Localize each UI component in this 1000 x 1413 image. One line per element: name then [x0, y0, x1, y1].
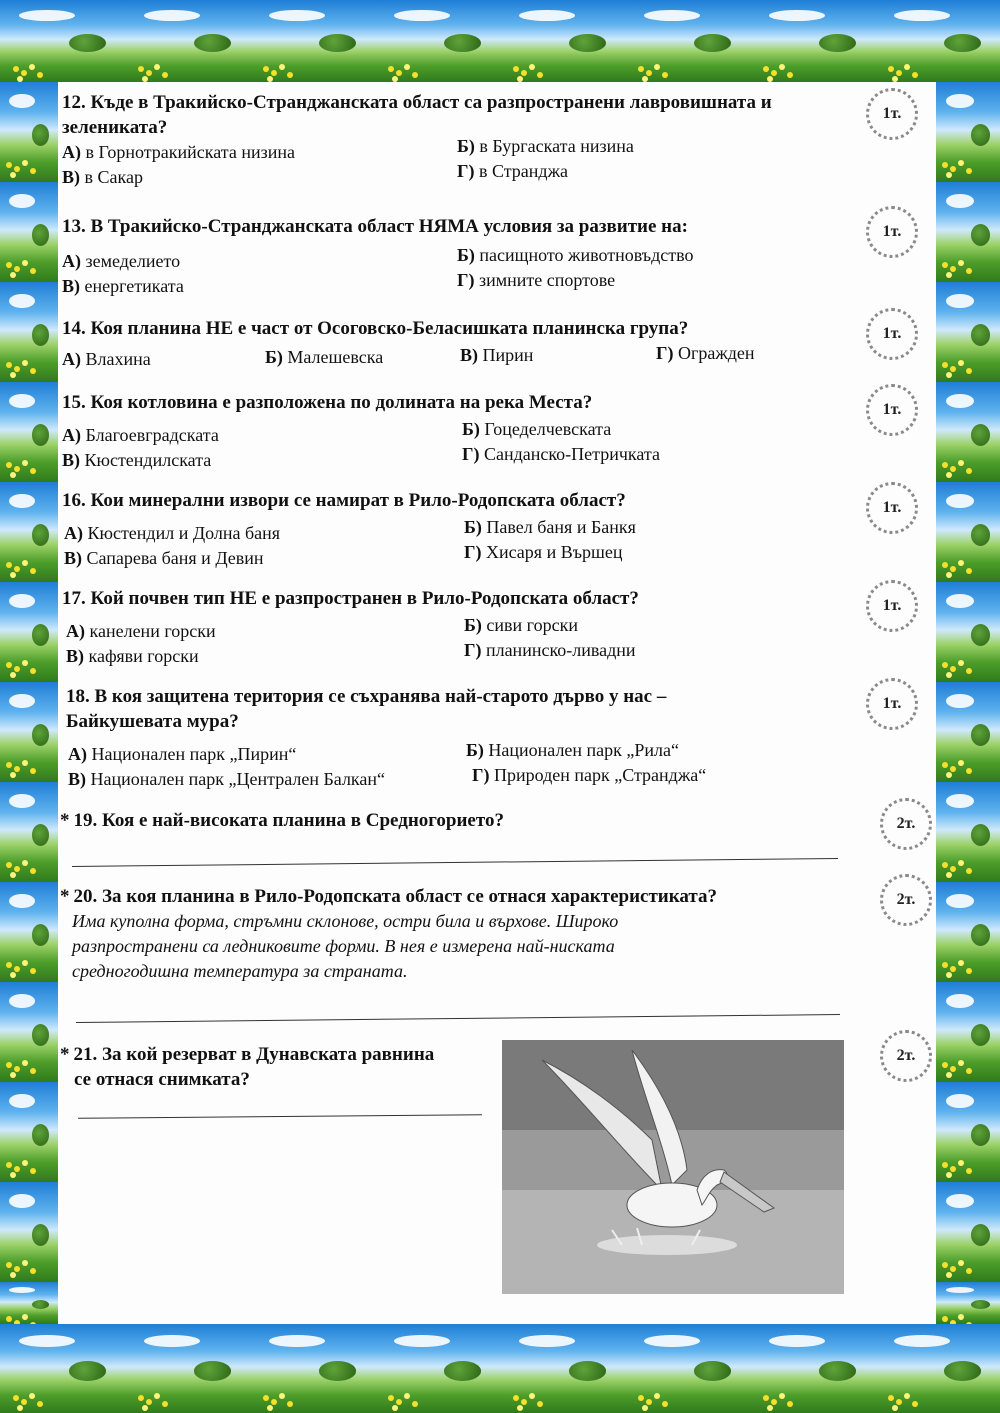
- points-badge: 1т.: [866, 206, 918, 258]
- option-a[interactable]: А) Благоевградската: [62, 425, 219, 445]
- landscape-tile: [125, 0, 250, 82]
- bullet-icon: *: [60, 810, 70, 831]
- landscape-tile: [0, 682, 58, 782]
- landscape-tile: [750, 1324, 875, 1413]
- points-badge: 1т.: [866, 482, 918, 534]
- landscape-tile: [0, 382, 58, 482]
- landscape-tile: [936, 182, 1000, 282]
- question-title: 20. За коя планина в Рило-Родопската област се отнася характеристиката?: [73, 886, 717, 907]
- landscape-tile: [936, 82, 1000, 182]
- option-d[interactable]: Г) Природен парк „Странджа“: [472, 765, 707, 785]
- landscape-tile: [125, 1324, 250, 1413]
- question-21: [60, 1042, 480, 1092]
- option-d[interactable]: Г) Санданско-Петричката: [462, 444, 661, 464]
- option-b[interactable]: Б) Национален парк „Рила“: [466, 740, 680, 760]
- option-c[interactable]: В) Кюстендилската: [62, 450, 212, 470]
- question-17: [62, 586, 870, 666]
- question-title: 14. Коя планина НЕ е част от Осоговско-Беласишката планинска група?: [62, 318, 689, 339]
- points-badge: 2т.: [880, 874, 932, 926]
- option-a[interactable]: А) Национален парк „Пирин“: [68, 744, 297, 764]
- question-15: [62, 390, 870, 470]
- option-c[interactable]: В) енергетиката: [62, 276, 184, 296]
- landscape-tile: [0, 1324, 125, 1413]
- landscape-tile: [0, 0, 125, 82]
- landscape-tile: [0, 582, 58, 682]
- points-badge: 1т.: [866, 308, 918, 360]
- question-20: [60, 884, 850, 984]
- landscape-tile: [0, 982, 58, 1082]
- option-d[interactable]: Г) Огражден: [656, 343, 755, 363]
- option-c[interactable]: В) Сапарева баня и Девин: [64, 548, 264, 568]
- landscape-tile: [936, 482, 1000, 582]
- landscape-tile: [0, 1082, 58, 1182]
- option-c[interactable]: В) в Сакар: [62, 167, 143, 187]
- landscape-tile: [0, 782, 58, 882]
- question-title: 15. Коя котловина е разположена по долината на река Места?: [62, 392, 593, 413]
- option-b[interactable]: Б) в Бургаската низина: [457, 136, 634, 156]
- landscape-tile: [500, 0, 625, 82]
- question-14: [62, 316, 870, 371]
- question-13: [62, 214, 870, 296]
- question-title: 13. В Тракийско-Странджанската област НЯМА условия за развитие на:: [62, 216, 688, 237]
- question-title: 18. В коя защитена територия се съхранява най-старото дърво у нас – Байкушевата мура?: [66, 686, 667, 732]
- question-title: 16. Кои минерални извори се намират в Рило-Родопската област?: [62, 490, 626, 511]
- landscape-tile: [0, 82, 58, 182]
- question-title: 19. Коя е най-високата планина в Средногорието?: [73, 810, 504, 831]
- landscape-tile: [250, 1324, 375, 1413]
- landscape-tile: [936, 1082, 1000, 1182]
- bullet-icon: *: [60, 1044, 70, 1065]
- points-badge: 1т.: [866, 678, 918, 730]
- question-19: [60, 808, 870, 833]
- landscape-tile: [0, 1182, 58, 1282]
- question-12: [62, 90, 870, 192]
- landscape-tile: [0, 282, 58, 382]
- landscape-tile: [0, 182, 58, 282]
- landscape-tile: [936, 682, 1000, 782]
- question-16: [62, 488, 870, 568]
- landscape-tile: [875, 1324, 1000, 1413]
- landscape-tile: [375, 1324, 500, 1413]
- landscape-tile: [0, 482, 58, 582]
- option-b[interactable]: Б) Павел баня и Банкя: [464, 517, 636, 537]
- points-badge: 2т.: [880, 798, 932, 850]
- option-d[interactable]: Г) Хисаря и Вършец: [464, 542, 623, 562]
- landscape-tile: [936, 582, 1000, 682]
- landscape-tile: [375, 0, 500, 82]
- option-d[interactable]: Г) в Странджа: [457, 161, 569, 181]
- bullet-icon: *: [60, 886, 70, 907]
- landscape-tile: [625, 1324, 750, 1413]
- question-description: Има куполна форма, стръмни склонове, остри била и върхове. Широко разпространени са ледниковите форми. В нея е измерена най-ниската средногодишна температура за страната.: [72, 911, 619, 981]
- landscape-tile: [0, 882, 58, 982]
- landscape-tile: [936, 382, 1000, 482]
- question-18: [66, 684, 870, 789]
- landscape-tile: [936, 782, 1000, 882]
- points-badge: 1т.: [866, 88, 918, 140]
- points-badge: 1т.: [866, 580, 918, 632]
- option-a[interactable]: А) канелени горски: [66, 621, 216, 641]
- option-c[interactable]: В) Национален парк „Централен Балкан“: [68, 769, 386, 789]
- points-badge: 2т.: [880, 1030, 932, 1082]
- landscape-tile: [500, 1324, 625, 1413]
- option-b[interactable]: Б) Малешевска: [265, 347, 384, 367]
- landscape-tile: [936, 282, 1000, 382]
- pelican-icon: [502, 1040, 844, 1294]
- option-b[interactable]: Б) Гоцеделчевската: [462, 419, 612, 439]
- question-title: 17. Кой почвен тип НЕ е разпространен в Рило-Родопската област?: [62, 588, 639, 609]
- option-a[interactable]: А) Кюстендил и Долна баня: [64, 523, 281, 543]
- option-c[interactable]: В) Пирин: [460, 345, 534, 365]
- option-c[interactable]: В) кафяви горски: [66, 646, 199, 666]
- landscape-tile: [936, 882, 1000, 982]
- option-b[interactable]: Б) пасищното животновъдство: [457, 245, 694, 265]
- landscape-tile: [0, 1282, 58, 1324]
- landscape-tile: [625, 0, 750, 82]
- landscape-tile: [936, 1282, 1000, 1324]
- landscape-tile: [250, 0, 375, 82]
- landscape-tile: [936, 1182, 1000, 1282]
- option-d[interactable]: Г) зимните спортове: [457, 270, 616, 290]
- points-badge: 1т.: [866, 384, 918, 436]
- landscape-tile: [936, 982, 1000, 1082]
- pelican-photo: [502, 1040, 844, 1294]
- question-title: 21. За кой резерват в Дунавската равнина: [73, 1044, 435, 1065]
- option-d[interactable]: Г) планинско-ливадни: [464, 640, 636, 660]
- option-a[interactable]: А) в Горнотракийската низина: [62, 142, 295, 162]
- landscape-tile: [875, 0, 1000, 82]
- option-a[interactable]: А) Влахина: [62, 349, 151, 369]
- option-a[interactable]: А) земеделието: [62, 251, 181, 271]
- question-title-line2: се отнася снимката?: [74, 1069, 250, 1090]
- question-title: 12. Къде в Тракийско-Странджанската област са разпространени лавровишната и зелениката?: [62, 92, 772, 138]
- option-b[interactable]: Б) сиви горски: [464, 615, 578, 635]
- landscape-tile: [750, 0, 875, 82]
